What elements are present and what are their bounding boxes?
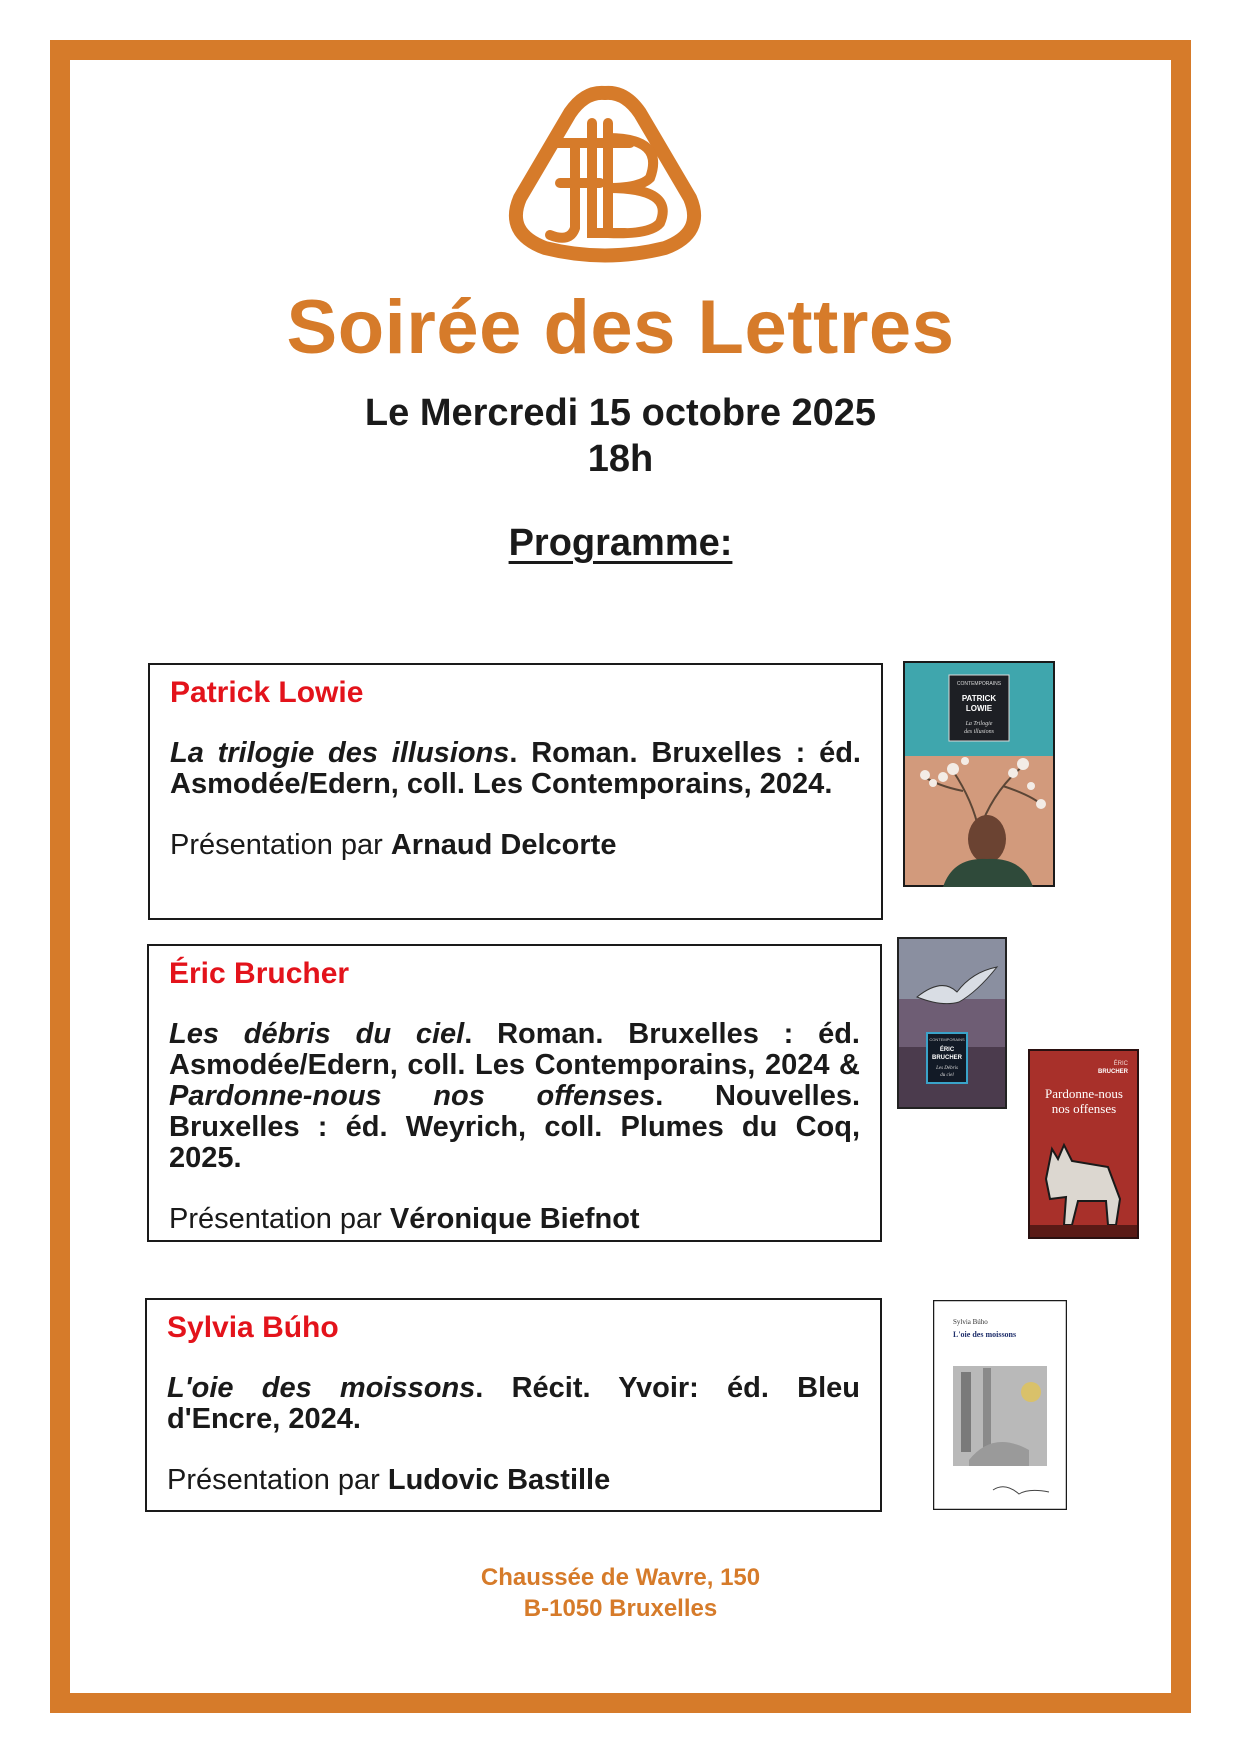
presented-by-label: Présentation par (169, 1203, 390, 1235)
book-title: L'oie des moissons (167, 1372, 476, 1404)
program-item-buho (145, 1298, 882, 1512)
venue-address (0, 1562, 1241, 1624)
cover-author-line2: LOWIE (965, 704, 993, 713)
book-details: . Roman. Bruxelles : éd. Asmodée/Edern, coll. Les Contemporains, 2024 & (169, 1018, 860, 1081)
address-street: Chaussée de Wavre, 150 (480, 1564, 761, 1591)
cover-author-line1: PATRICK (961, 694, 997, 703)
cover-author: Sylvia Búho (953, 1318, 988, 1326)
book-details: . Récit. Yvoir: éd. Bleu d'Encre, 2024. (167, 1372, 861, 1435)
presenter-name: Ludovic Bastille (387, 1464, 611, 1496)
book-cover-pardonne-nous (1028, 1049, 1139, 1239)
book-cover-debris-du-ciel (897, 937, 1007, 1109)
book-reference (170, 738, 861, 800)
program-item-brucher (147, 944, 882, 1242)
cover-author-line2: BRUCHER (1098, 1069, 1128, 1075)
cover-author-line1: ÉRIC (1113, 1061, 1128, 1067)
presented-by-label: Présentation par (170, 829, 391, 861)
cover-title-line2: des illusions (964, 729, 994, 735)
presentation-line (167, 1465, 860, 1496)
address-city: B-1050 Bruxelles (523, 1595, 718, 1622)
book-title: La trilogie des illusions (170, 737, 510, 769)
author-name: Sylvia Búho (167, 1311, 339, 1344)
book-details-2: . Nouvelles. Bruxelles : éd. Weyrich, coll. Plumes du Coq, 2025. (169, 1080, 861, 1174)
cover-title-line1: Les Débris (936, 1066, 958, 1071)
event-time: 18h (587, 438, 654, 480)
cover-title: L'oie des moissons (953, 1330, 1017, 1339)
presentation-line (169, 1204, 860, 1235)
presentation-line (170, 830, 861, 861)
presenter-name: Arnaud Delcorte (390, 829, 617, 861)
programme-heading: Programme: (508, 522, 733, 564)
book-reference (169, 1019, 860, 1174)
author-name: Patrick Lowie (170, 676, 364, 709)
cover-title-line1: La Trilogie (965, 721, 993, 727)
book-reference (167, 1373, 860, 1435)
fhb-monogram-logo (500, 83, 710, 263)
presented-by-label: Présentation par (167, 1464, 388, 1496)
event-title: Soirée des Lettres (286, 285, 955, 370)
event-datetime (0, 390, 1241, 482)
program-item-lowie (148, 663, 883, 920)
cover-title-line2: du ciel (940, 1073, 954, 1078)
cover-author-line2: BRUCHER (932, 1055, 962, 1061)
book-title: Les débris du ciel (169, 1018, 465, 1050)
event-date: Le Mercredi 15 octobre 2025 (364, 392, 877, 434)
author-name: Éric Brucher (169, 957, 350, 990)
cover-series: CONTEMPORAINS (956, 681, 1002, 687)
book-details: . Roman. Bruxelles : éd. Asmodée/Edern, coll. Les Contemporains, 2024. (170, 737, 861, 800)
book-cover-oie-des-moissons (933, 1300, 1067, 1510)
book-cover-trilogie-illusions (903, 661, 1055, 887)
book-title-2: Pardonne-nous nos offenses (169, 1080, 656, 1112)
cover-author-line1: ÉRIC (939, 1047, 955, 1053)
cover-series: CONTEMPORAINS (929, 1037, 965, 1042)
cover-title-line2: nos offenses (1051, 1101, 1117, 1116)
presenter-name: Véronique Biefnot (389, 1203, 640, 1235)
cover-title-line1: Pardonne-nous (1045, 1086, 1123, 1101)
